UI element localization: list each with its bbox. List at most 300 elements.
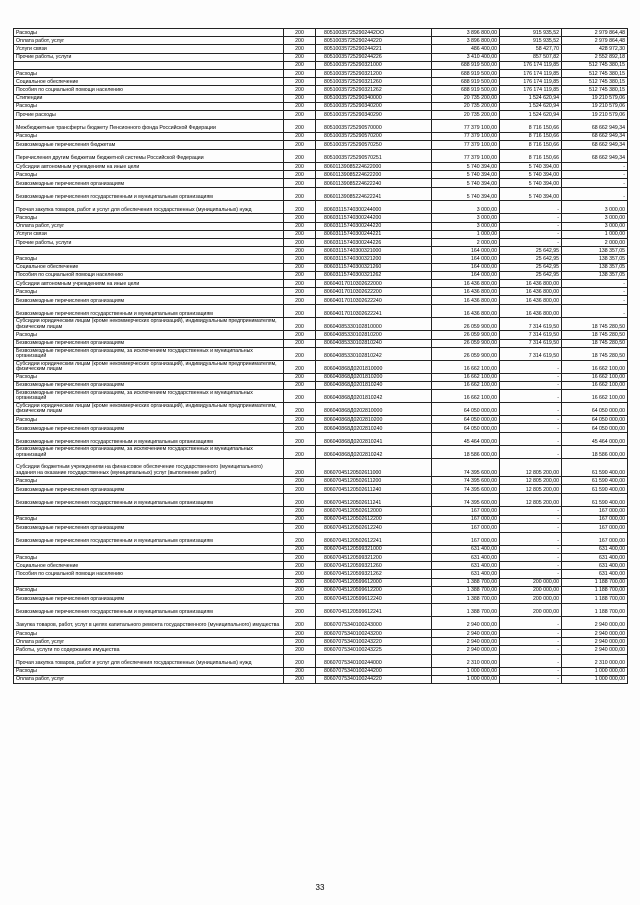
- table-row: [14, 667, 628, 675]
- row-plan-cell: 164 000,00: [432, 247, 500, 255]
- row-kbk-cell: 80607045120599612000: [316, 578, 432, 586]
- table-row: [14, 545, 628, 553]
- row-code-cell: 200: [284, 562, 316, 570]
- row-plan-cell: 5 740 394,00: [432, 188, 500, 201]
- row-kbk-cell: 806040868Д0201810000: [316, 360, 432, 373]
- row-name-cell: Безвозмездные перечисления организациям: [14, 339, 284, 347]
- row-rest-cell: 2 940 000,00: [562, 646, 628, 654]
- row-kbk-cell: 80510035725290570000: [316, 119, 432, 132]
- row-rest-cell: 18 745 280,50: [562, 339, 628, 347]
- row-plan-cell: 20 735 200,00: [432, 94, 500, 102]
- row-plan-cell: 167 000,00: [432, 532, 500, 545]
- row-rest-cell: 16 662 100,00: [562, 390, 628, 403]
- row-kbk-cell: 806040868Д0202810242: [316, 446, 432, 459]
- row-plan-cell: 3 000,00: [432, 201, 500, 214]
- row-kbk-cell: 80607075340100244200: [316, 667, 432, 675]
- row-kbk-cell: 80603115740300321200: [316, 255, 432, 263]
- row-exec-cell: 7 314 619,50: [500, 318, 562, 331]
- row-exec-cell: 1 524 620,94: [500, 110, 562, 119]
- row-kbk-cell: 80510035725290340290: [316, 110, 432, 119]
- row-rest-cell: 2 979 864,48: [562, 29, 628, 37]
- row-name-cell: Безвозмездные перечисления организациям, за исключением государственных и муниципальных организаций: [14, 446, 284, 459]
- row-name-cell: Оплата работ, услуг: [14, 638, 284, 646]
- row-code-cell: 200: [284, 603, 316, 616]
- row-exec-cell: 7 314 619,50: [500, 347, 562, 360]
- row-plan-cell: 77 379 100,00: [432, 141, 500, 150]
- row-plan-cell: 486 400,00: [432, 45, 500, 53]
- row-rest-cell: 167 000,00: [562, 523, 628, 532]
- row-exec-cell: -: [500, 562, 562, 570]
- row-rest-cell: 1 188 700,00: [562, 586, 628, 594]
- row-rest-cell: 138 357,05: [562, 271, 628, 279]
- row-rest-cell: -: [562, 279, 628, 287]
- table-row: [14, 201, 628, 214]
- row-code-cell: 200: [284, 86, 316, 94]
- table-row: [14, 477, 628, 485]
- row-name-cell: Безвозмездные перечисления государственным и муниципальным организациям: [14, 603, 284, 616]
- row-name-cell: Расходы: [14, 255, 284, 263]
- row-rest-cell: 19 210 579,06: [562, 102, 628, 110]
- row-kbk-cell: 80607045120502612200: [316, 515, 432, 523]
- row-name-cell: Расходы: [14, 373, 284, 381]
- row-plan-cell: 164 000,00: [432, 271, 500, 279]
- row-code-cell: 200: [284, 578, 316, 586]
- budget-execution-table: [13, 28, 628, 684]
- row-plan-cell: 74 395 600,00: [432, 459, 500, 477]
- table-row: [14, 150, 628, 163]
- row-rest-cell: 68 662 949,34: [562, 132, 628, 140]
- row-rest-cell: 2 940 000,00: [562, 638, 628, 646]
- row-exec-cell: -: [500, 373, 562, 381]
- row-name-cell: Услуги связи: [14, 45, 284, 53]
- row-rest-cell: 1 000 000,00: [562, 667, 628, 675]
- row-plan-cell: 18 586 000,00: [432, 446, 500, 459]
- row-exec-cell: 915 935,52: [500, 29, 562, 37]
- row-name-cell: [14, 247, 284, 255]
- row-plan-cell: 3 410 400,00: [432, 53, 500, 61]
- row-kbk-cell: 80603115740300244226: [316, 239, 432, 247]
- row-exec-cell: -: [500, 390, 562, 403]
- row-rest-cell: 167 000,00: [562, 507, 628, 515]
- row-plan-cell: 1 388 700,00: [432, 594, 500, 603]
- row-exec-cell: -: [500, 675, 562, 683]
- row-code-cell: 200: [284, 271, 316, 279]
- row-code-cell: 200: [284, 239, 316, 247]
- row-plan-cell: 16 662 100,00: [432, 381, 500, 389]
- row-name-cell: [14, 507, 284, 515]
- row-plan-cell: 1 388 700,00: [432, 586, 500, 594]
- table-row: [14, 594, 628, 603]
- row-exec-cell: -: [500, 545, 562, 553]
- row-rest-cell: 167 000,00: [562, 515, 628, 523]
- row-kbk-cell: 80607045120599612200: [316, 586, 432, 594]
- table-row: [14, 318, 628, 331]
- row-kbk-cell: 80607075340100243000: [316, 616, 432, 629]
- row-plan-cell: 5 740 394,00: [432, 163, 500, 171]
- row-code-cell: 200: [284, 132, 316, 140]
- row-code-cell: 200: [284, 485, 316, 494]
- row-kbk-cell: 80604017010302622000: [316, 279, 432, 287]
- row-name-cell: Безвозмездные перечисления государственным и муниципальным организациям: [14, 532, 284, 545]
- row-plan-cell: 3 896 800,00: [432, 29, 500, 37]
- row-name-cell: Перечисления другим бюджетам бюджетной системы Российской Федерации: [14, 150, 284, 163]
- row-name-cell: Безвозмездные перечисления организациям: [14, 523, 284, 532]
- row-plan-cell: 1 000 000,00: [432, 675, 500, 683]
- row-exec-cell: 200 000,00: [500, 594, 562, 603]
- row-plan-cell: 2 940 000,00: [432, 629, 500, 637]
- row-rest-cell: 64 050 000,00: [562, 416, 628, 424]
- row-kbk-cell: 806040868Д0202810200: [316, 416, 432, 424]
- row-name-cell: Социальное обеспечение: [14, 562, 284, 570]
- table-row: [14, 171, 628, 179]
- row-kbk-cell: 80607045120502612241: [316, 532, 432, 545]
- row-name-cell: [14, 578, 284, 586]
- row-rest-cell: 138 357,05: [562, 255, 628, 263]
- row-kbk-cell: 80607045120502611200: [316, 477, 432, 485]
- table-row: [14, 69, 628, 77]
- row-name-cell: Субсидии автономным учреждениям на иные цели: [14, 279, 284, 287]
- row-code-cell: 200: [284, 188, 316, 201]
- row-name-cell: Услуги связи: [14, 230, 284, 238]
- row-plan-cell: 688 919 500,00: [432, 69, 500, 77]
- row-code-cell: 200: [284, 110, 316, 119]
- row-exec-cell: 176 174 119,85: [500, 69, 562, 77]
- row-rest-cell: 2 940 000,00: [562, 629, 628, 637]
- row-plan-cell: 26 059 900,00: [432, 339, 500, 347]
- row-plan-cell: 16 436 800,00: [432, 279, 500, 287]
- row-rest-cell: 64 050 000,00: [562, 424, 628, 433]
- table-row: [14, 141, 628, 150]
- row-plan-cell: 631 400,00: [432, 554, 500, 562]
- row-kbk-cell: 80510035725290340200: [316, 102, 432, 110]
- row-plan-cell: 64 050 000,00: [432, 403, 500, 416]
- row-name-cell: Субсидии автономным учреждениям на иные цели: [14, 163, 284, 171]
- row-exec-cell: 1 524 620,94: [500, 102, 562, 110]
- row-kbk-cell: 80607075340100243220: [316, 638, 432, 646]
- row-code-cell: 200: [284, 45, 316, 53]
- row-rest-cell: 19 210 579,06: [562, 94, 628, 102]
- table-row: [14, 347, 628, 360]
- row-plan-cell: 64 050 000,00: [432, 424, 500, 433]
- table-row: [14, 29, 628, 37]
- row-rest-cell: 61 590 400,00: [562, 459, 628, 477]
- table-row: [14, 339, 628, 347]
- row-exec-cell: -: [500, 433, 562, 446]
- row-code-cell: 200: [284, 339, 316, 347]
- table-row: [14, 616, 628, 629]
- row-plan-cell: 3 000,00: [432, 222, 500, 230]
- row-exec-cell: 7 314 619,50: [500, 339, 562, 347]
- row-name-cell: Закупка товаров, работ, услуг в целях капитального ремонта государственного (муниципального) имущества: [14, 616, 284, 629]
- row-exec-cell: -: [500, 523, 562, 532]
- row-exec-cell: 176 174 119,85: [500, 78, 562, 86]
- row-exec-cell: -: [500, 360, 562, 373]
- row-name-cell: Расходы: [14, 171, 284, 179]
- row-kbk-cell: 80607045120502611240: [316, 485, 432, 494]
- row-name-cell: Социальное обеспечение: [14, 78, 284, 86]
- row-rest-cell: 512 745 380,15: [562, 86, 628, 94]
- row-code-cell: 200: [284, 222, 316, 230]
- row-rest-cell: 138 357,05: [562, 247, 628, 255]
- row-code-cell: 200: [284, 646, 316, 654]
- table-row: [14, 305, 628, 318]
- row-code-cell: 200: [284, 94, 316, 102]
- row-plan-cell: 16 662 100,00: [432, 390, 500, 403]
- row-plan-cell: 164 000,00: [432, 263, 500, 271]
- row-code-cell: 200: [284, 247, 316, 255]
- row-code-cell: 200: [284, 532, 316, 545]
- row-kbk-cell: 80607045120502611000: [316, 459, 432, 477]
- row-kbk-cell: 80607045120599321000: [316, 545, 432, 553]
- row-rest-cell: 631 400,00: [562, 554, 628, 562]
- row-exec-cell: 200 000,00: [500, 578, 562, 586]
- row-name-cell: Пособия по социальной помощи населению: [14, 570, 284, 578]
- row-rest-cell: 1 000,00: [562, 230, 628, 238]
- row-kbk-cell: 80607045120599321260: [316, 562, 432, 570]
- row-exec-cell: -: [500, 214, 562, 222]
- row-name-cell: Безвозмездные перечисления организациям: [14, 179, 284, 188]
- row-plan-cell: 164 000,00: [432, 255, 500, 263]
- row-name-cell: Расходы: [14, 554, 284, 562]
- row-rest-cell: 3 000,00: [562, 201, 628, 214]
- row-exec-cell: -: [500, 616, 562, 629]
- row-code-cell: 200: [284, 69, 316, 77]
- row-code-cell: 200: [284, 141, 316, 150]
- row-plan-cell: 631 400,00: [432, 545, 500, 553]
- row-plan-cell: 2 940 000,00: [432, 638, 500, 646]
- table-row: [14, 86, 628, 94]
- row-plan-cell: 16 436 800,00: [432, 296, 500, 305]
- row-kbk-cell: 80510035725290321200: [316, 69, 432, 77]
- row-exec-cell: -: [500, 554, 562, 562]
- row-name-cell: Прочие работы, услуги: [14, 53, 284, 61]
- row-code-cell: 200: [284, 507, 316, 515]
- row-rest-cell: 2 940 000,00: [562, 616, 628, 629]
- row-rest-cell: 68 662 949,34: [562, 141, 628, 150]
- row-name-cell: Субсидии бюджетным учреждениям на финансовое обеспечение государственного (муниципального) задания на оказание государственных (муниципальных) услуг (выполнение работ): [14, 459, 284, 477]
- table-row: [14, 638, 628, 646]
- row-rest-cell: 2 000,00: [562, 239, 628, 247]
- row-code-cell: 200: [284, 201, 316, 214]
- row-code-cell: 200: [284, 150, 316, 163]
- row-name-cell: [14, 545, 284, 553]
- row-plan-cell: 45 464 000,00: [432, 433, 500, 446]
- row-plan-cell: 3 000,00: [432, 214, 500, 222]
- table-row: [14, 629, 628, 637]
- row-kbk-cell: 80604017010302622240: [316, 296, 432, 305]
- table-row: [14, 433, 628, 446]
- row-rest-cell: -: [562, 288, 628, 296]
- table-row: [14, 554, 628, 562]
- table-row: [14, 45, 628, 53]
- row-plan-cell: 3 896 800,00: [432, 37, 500, 45]
- row-rest-cell: 631 400,00: [562, 562, 628, 570]
- row-kbk-cell: 80604017010302622241: [316, 305, 432, 318]
- row-exec-cell: 12 805 200,00: [500, 494, 562, 507]
- table-row: [14, 230, 628, 238]
- row-kbk-cell: 806040868Д0201810240: [316, 381, 432, 389]
- row-name-cell: Безвозмездные перечисления организациям: [14, 485, 284, 494]
- row-plan-cell: 167 000,00: [432, 507, 500, 515]
- row-kbk-cell: 80603115740300321260: [316, 263, 432, 271]
- table-row: [14, 119, 628, 132]
- row-code-cell: 200: [284, 318, 316, 331]
- row-kbk-cell: 806040868Д0201810200: [316, 373, 432, 381]
- table-row: [14, 279, 628, 287]
- row-name-cell: Субсидии юридическим лицам (кроме некоммерческих организаций), индивидуальным предпринимателям, физическим лицам: [14, 318, 284, 331]
- row-code-cell: 200: [284, 29, 316, 37]
- row-kbk-cell: 80510035725290340000: [316, 94, 432, 102]
- row-code-cell: 200: [284, 459, 316, 477]
- row-kbk-cell: 80603115740300244220: [316, 222, 432, 230]
- row-name-cell: Стипендии: [14, 94, 284, 102]
- row-exec-cell: 5 740 394,00: [500, 163, 562, 171]
- row-rest-cell: 19 210 579,06: [562, 110, 628, 119]
- row-exec-cell: -: [500, 507, 562, 515]
- row-name-cell: Прочая закупка товаров, работ и услуг для обеспечения государственных (муниципальных) нужд: [14, 654, 284, 667]
- table-row: [14, 296, 628, 305]
- row-name-cell: Прочая закупка товаров, работ и услуг для обеспечения государственных (муниципальных) нужд: [14, 201, 284, 214]
- page-number: 33: [315, 883, 325, 892]
- table-row: [14, 403, 628, 416]
- row-code-cell: 200: [284, 214, 316, 222]
- row-name-cell: Безвозмездные перечисления государственным и муниципальным организациям: [14, 494, 284, 507]
- table-row: [14, 271, 628, 279]
- row-kbk-cell: 80604085330102810240: [316, 339, 432, 347]
- table-row: [14, 214, 628, 222]
- row-exec-cell: -: [500, 638, 562, 646]
- table-row: [14, 373, 628, 381]
- row-exec-cell: 200 000,00: [500, 586, 562, 594]
- row-rest-cell: 61 590 400,00: [562, 494, 628, 507]
- row-name-cell: Межбюджетные трансферты бюджету Пенсионного фонда Российской Федерации: [14, 119, 284, 132]
- table-row: [14, 446, 628, 459]
- table-row: [14, 102, 628, 110]
- row-rest-cell: 1 188 700,00: [562, 603, 628, 616]
- row-rest-cell: 45 464 000,00: [562, 433, 628, 446]
- row-plan-cell: 74 395 600,00: [432, 494, 500, 507]
- row-code-cell: 200: [284, 545, 316, 553]
- table-row: [14, 494, 628, 507]
- row-plan-cell: 2 310 000,00: [432, 654, 500, 667]
- row-code-cell: 200: [284, 586, 316, 594]
- row-name-cell: Расходы: [14, 214, 284, 222]
- row-name-cell: Безвозмездные перечисления государственным и муниципальным организациям: [14, 188, 284, 201]
- row-kbk-cell: 80510035725290570200: [316, 132, 432, 140]
- row-code-cell: 200: [284, 381, 316, 389]
- row-kbk-cell: 80603115740300244221: [316, 230, 432, 238]
- row-code-cell: 200: [284, 667, 316, 675]
- table-row: [14, 578, 628, 586]
- row-plan-cell: 688 919 500,00: [432, 78, 500, 86]
- row-kbk-cell: 80607045120599321200: [316, 554, 432, 562]
- row-exec-cell: 915 935,52: [500, 37, 562, 45]
- row-plan-cell: 631 400,00: [432, 570, 500, 578]
- row-plan-cell: 26 059 900,00: [432, 347, 500, 360]
- row-kbk-cell: 80604017010302622200: [316, 288, 432, 296]
- table-row: [14, 188, 628, 201]
- row-rest-cell: 61 590 400,00: [562, 477, 628, 485]
- table-row: [14, 459, 628, 477]
- row-code-cell: 200: [284, 288, 316, 296]
- table-row: [14, 179, 628, 188]
- row-plan-cell: 77 379 100,00: [432, 119, 500, 132]
- row-exec-cell: 25 642,95: [500, 263, 562, 271]
- row-code-cell: 200: [284, 629, 316, 637]
- row-name-cell: Расходы: [14, 477, 284, 485]
- row-code-cell: 200: [284, 296, 316, 305]
- row-name-cell: Пособия по социальной помощи населению: [14, 86, 284, 94]
- row-rest-cell: 1 000 000,00: [562, 675, 628, 683]
- row-exec-cell: 8 716 150,66: [500, 132, 562, 140]
- table-row: [14, 263, 628, 271]
- row-rest-cell: 3 000,00: [562, 214, 628, 222]
- row-plan-cell: 1 388 700,00: [432, 578, 500, 586]
- row-rest-cell: 631 400,00: [562, 545, 628, 553]
- row-code-cell: 200: [284, 477, 316, 485]
- row-name-cell: Прочие расходы: [14, 110, 284, 119]
- row-rest-cell: 1 188 700,00: [562, 578, 628, 586]
- row-code-cell: 200: [284, 554, 316, 562]
- row-code-cell: 200: [284, 654, 316, 667]
- row-kbk-cell: 806040868Д0201810242: [316, 390, 432, 403]
- row-rest-cell: 16 662 100,00: [562, 373, 628, 381]
- row-kbk-cell: 80607075340100243200: [316, 629, 432, 637]
- row-name-cell: Безвозмездные перечисления организациям: [14, 381, 284, 389]
- row-exec-cell: 5 740 394,00: [500, 179, 562, 188]
- row-rest-cell: 16 662 100,00: [562, 381, 628, 389]
- table-row: [14, 37, 628, 45]
- row-code-cell: 200: [284, 424, 316, 433]
- row-name-cell: Работы, услуги по содержанию имущества: [14, 646, 284, 654]
- row-name-cell: Безвозмездные перечисления организациям: [14, 424, 284, 433]
- row-rest-cell: -: [562, 179, 628, 188]
- row-name-cell: Субсидии юридическим лицам (кроме некоммерческих организаций), индивидуальным предпринимателям, физическим лицам: [14, 360, 284, 373]
- row-name-cell: Расходы: [14, 69, 284, 77]
- row-rest-cell: 2 552 892,18: [562, 53, 628, 61]
- row-exec-cell: 12 805 200,00: [500, 459, 562, 477]
- row-kbk-cell: 80607045120502612240: [316, 523, 432, 532]
- row-kbk-cell: 80510035725290321260: [316, 78, 432, 86]
- row-kbk-cell: 80607075340100244220: [316, 675, 432, 683]
- row-code-cell: 200: [284, 171, 316, 179]
- row-kbk-cell: 80604085330102810000: [316, 318, 432, 331]
- row-exec-cell: -: [500, 446, 562, 459]
- row-plan-cell: 1 000,00: [432, 230, 500, 238]
- row-exec-cell: 7 314 619,50: [500, 331, 562, 339]
- row-code-cell: 200: [284, 102, 316, 110]
- row-plan-cell: 2 940 000,00: [432, 646, 500, 654]
- row-plan-cell: 631 400,00: [432, 562, 500, 570]
- row-rest-cell: 61 590 400,00: [562, 485, 628, 494]
- row-plan-cell: 64 050 000,00: [432, 416, 500, 424]
- row-kbk-cell: 80603115740300321000: [316, 247, 432, 255]
- row-rest-cell: 1 188 700,00: [562, 594, 628, 603]
- row-code-cell: 200: [284, 305, 316, 318]
- row-plan-cell: 688 919 500,00: [432, 86, 500, 94]
- row-name-cell: Оплата работ, услуг: [14, 222, 284, 230]
- row-kbk-cell: 80601139085224622200: [316, 171, 432, 179]
- row-code-cell: 200: [284, 347, 316, 360]
- row-kbk-cell: 80510035725290570250: [316, 141, 432, 150]
- row-rest-cell: 18 745 280,50: [562, 347, 628, 360]
- row-name-cell: Расходы: [14, 416, 284, 424]
- row-kbk-cell: 80603115740300244000: [316, 201, 432, 214]
- row-code-cell: 200: [284, 255, 316, 263]
- row-kbk-cell: 80510035725290321262: [316, 86, 432, 94]
- row-exec-cell: -: [500, 515, 562, 523]
- table-row: [14, 222, 628, 230]
